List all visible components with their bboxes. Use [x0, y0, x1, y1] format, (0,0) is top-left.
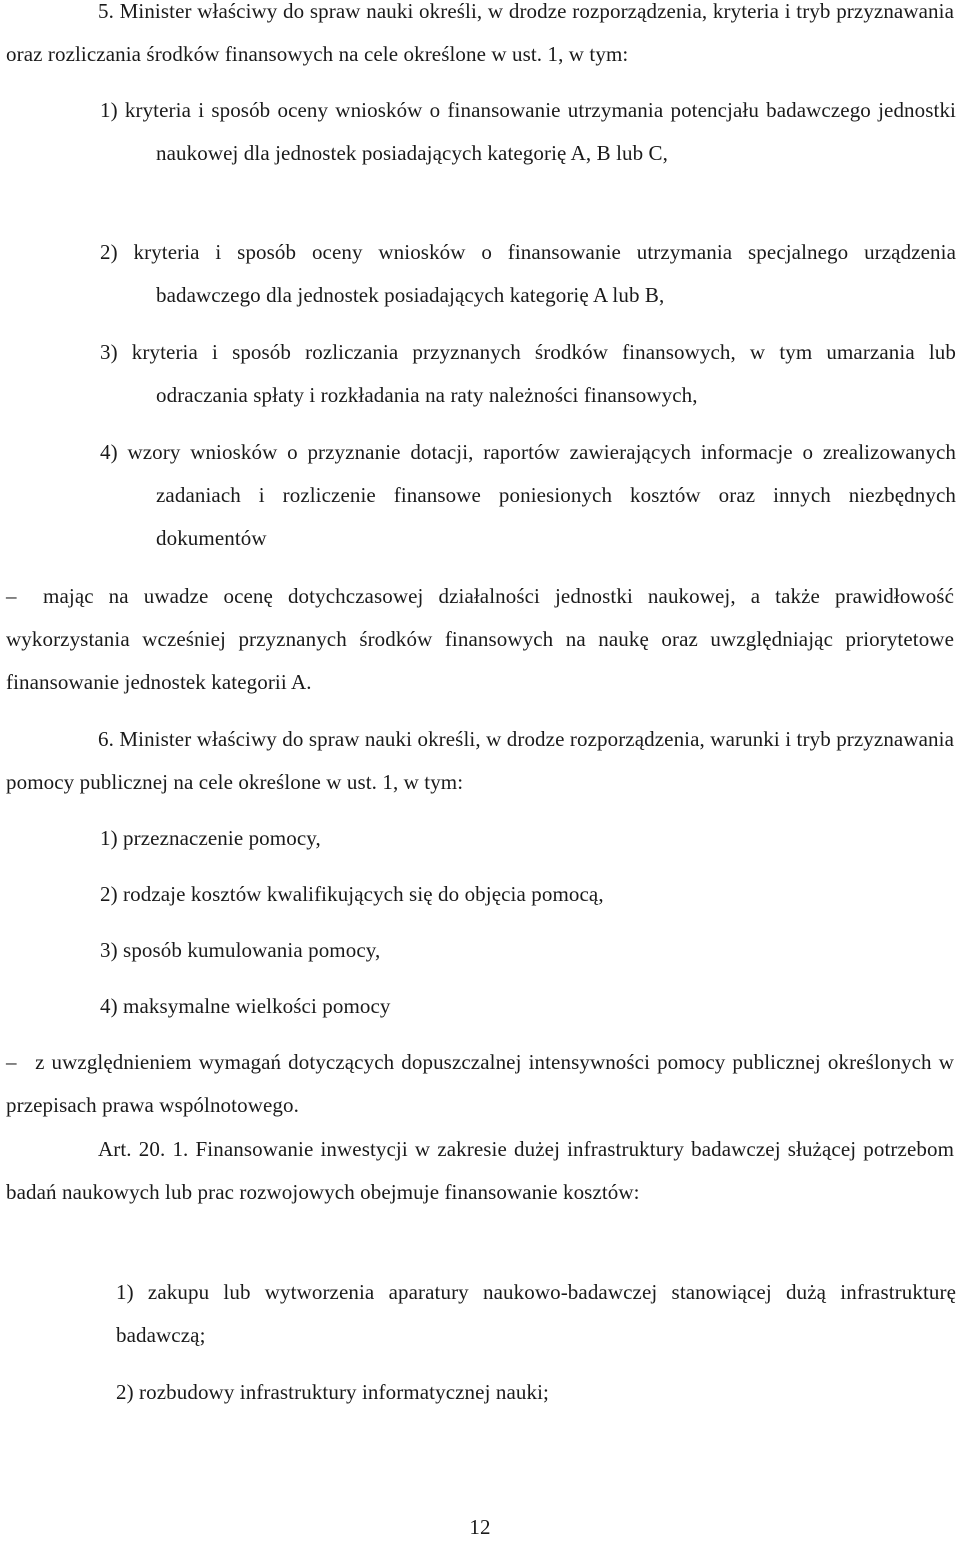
list-item-text: 4) maksymalne wielkości pomocy	[100, 994, 391, 1018]
list-item-text: 3) kryteria i sposób rozliczania przyznanych środków finansowych, w tym umarzania lub odraczania spłaty i rozkładania na raty należności finansowych,	[100, 340, 956, 407]
page-number: 12	[469, 1515, 491, 1539]
list-item-text: 3) sposób kumulowania pomocy,	[100, 938, 381, 962]
list-item-text: 2) rozbudowy infrastruktury informatycznej nauki;	[116, 1380, 549, 1404]
list-item	[100, 431, 956, 560]
paragraph-5-closing	[6, 575, 954, 704]
paragraph-5-intro: 5. Minister właściwy do spraw nauki określi, w drodze rozporządzenia, kryteria i tryb przyznawania oraz rozliczania środków finansowych na cele określone w ust. 1, w tym:	[6, 0, 954, 66]
list-item	[100, 817, 956, 860]
list-item	[100, 985, 956, 1028]
list-item-text: 4) wzory wniosków o przyznanie dotacji, raportów zawierających informacje o zrealizowanych zadaniach i rozliczenie finansowe poniesionych kosztów oraz innych niezbędnych dokumentów	[100, 440, 956, 550]
list-item-text: 2) rodzaje kosztów kwalifikujących się do objęcia pomocą,	[100, 882, 604, 906]
article-20-intro: Art. 20. 1. Finansowanie inwestycji w zakresie dużej infrastruktury badawczej służącej potrzebom badań naukowych lub prac rozwojowych obejmuje finansowanie kosztów:	[6, 1137, 954, 1204]
closing-text: mając na uwadze ocenę dotychczasowej działalności jednostki naukowej, a także prawidłowość wykorzystania wcześniej przyznanych środków finansowych na naukę oraz uwzględniając priorytetowe finansowanie jednostek kategorii A.	[6, 584, 954, 694]
paragraph-6-closing	[6, 1041, 954, 1127]
list-item	[100, 873, 956, 916]
list-item	[100, 929, 956, 972]
list-item-text: 1) przeznaczenie pomocy,	[100, 826, 321, 850]
list-item	[116, 1371, 956, 1414]
list-item	[100, 231, 956, 317]
dash-mark: –	[6, 584, 17, 608]
paragraph-6-intro: 6. Minister właściwy do spraw nauki określi, w drodze rozporządzenia, warunki i tryb przyznawania pomocy publicznej na cele określone w ust. 1, w tym:	[6, 727, 954, 794]
list-item	[100, 89, 956, 175]
closing-text: z uwzględnieniem wymagań dotyczących dopuszczalnej intensywności pomocy publicznej określonych w przepisach prawa wspólnotowego.	[6, 1050, 954, 1117]
list-item	[100, 331, 956, 417]
list-item-text: 2) kryteria i sposób oceny wniosków o finansowanie utrzymania specjalnego urządzenia badawczego dla jednostek posiadających kategorię A lub B,	[100, 240, 956, 307]
list-item	[116, 1271, 956, 1357]
list-item-text: 1) kryteria i sposób oceny wniosków o finansowanie utrzymania potencjału badawczego jednostki naukowej dla jednostek posiadających kategorię A, B lub C,	[100, 98, 956, 165]
dash-mark: –	[6, 1050, 17, 1074]
list-item-text: 1) zakupu lub wytworzenia aparatury naukowo-badawczej stanowiącej dużą infrastrukturę badawczą;	[116, 1280, 956, 1347]
